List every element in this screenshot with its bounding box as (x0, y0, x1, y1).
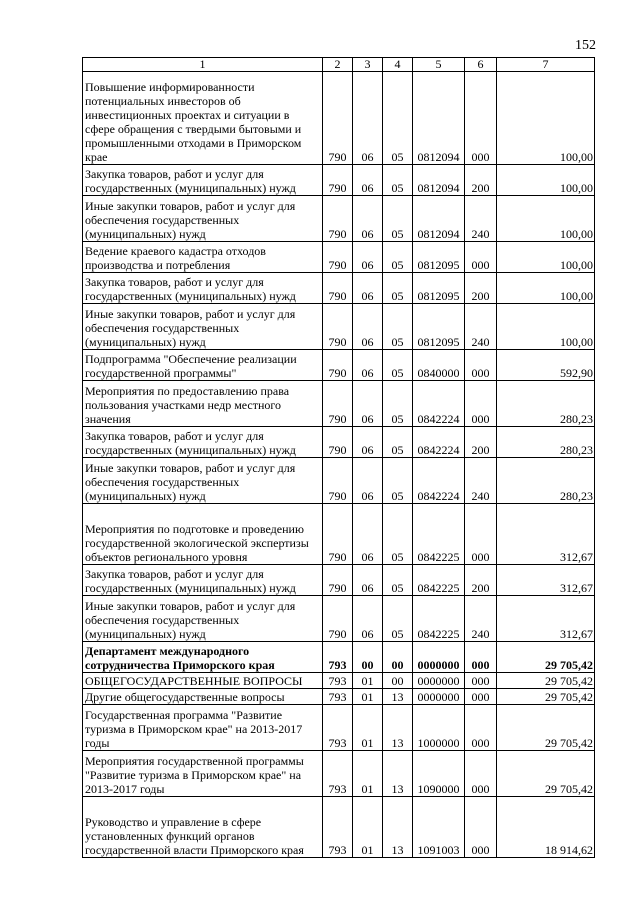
amount: 100,00 (497, 196, 595, 242)
amount: 100,00 (497, 165, 595, 196)
column-number: 3 (353, 58, 383, 72)
ministry-code: 790 (323, 242, 353, 273)
ministry-code: 790 (323, 504, 353, 565)
table-row (83, 751, 595, 797)
subsection-code: 05 (383, 381, 413, 427)
amount: 312,67 (497, 596, 595, 642)
section-code: 06 (353, 596, 383, 642)
amount: 100,00 (497, 304, 595, 350)
section-code: 06 (353, 458, 383, 504)
row-name: Иные закупки товаров, работ и услуг для обеспечения государственных (муниципальных) нужд (83, 196, 323, 242)
subsection-code: 05 (383, 350, 413, 381)
amount: 29 705,42 (497, 705, 595, 751)
expense-type-code: 000 (465, 381, 497, 427)
target-article-code: 0812095 (413, 304, 465, 350)
table-row (83, 165, 595, 196)
ministry-code: 790 (323, 165, 353, 196)
amount: 280,23 (497, 381, 595, 427)
target-article-code: 0812094 (413, 165, 465, 196)
section-code: 01 (353, 673, 383, 689)
section-code: 01 (353, 751, 383, 797)
ministry-code: 793 (323, 689, 353, 705)
amount: 100,00 (497, 72, 595, 165)
row-name: ОБЩЕГОСУДАРСТВЕННЫЕ ВОПРОСЫ (83, 673, 323, 689)
subsection-code: 05 (383, 165, 413, 196)
expense-type-code: 000 (465, 504, 497, 565)
table-row (83, 273, 595, 304)
ministry-code: 790 (323, 427, 353, 458)
subsection-code: 05 (383, 458, 413, 504)
subsection-code: 05 (383, 72, 413, 165)
section-code: 06 (353, 381, 383, 427)
section-code: 01 (353, 689, 383, 705)
amount: 29 705,42 (497, 642, 595, 673)
table-row (83, 304, 595, 350)
target-article-code: 0000000 (413, 673, 465, 689)
row-name: Иные закупки товаров, работ и услуг для обеспечения государственных (муниципальных) нужд (83, 304, 323, 350)
expense-type-code: 240 (465, 596, 497, 642)
expense-type-code: 240 (465, 196, 497, 242)
table-row (83, 689, 595, 705)
row-name: Мероприятия по предоставлению права пользования участками недр местного значения (83, 381, 323, 427)
expense-type-code: 000 (465, 673, 497, 689)
amount: 18 914,62 (497, 797, 595, 858)
amount: 312,67 (497, 504, 595, 565)
subsection-code: 13 (383, 705, 413, 751)
target-article-code: 0842225 (413, 596, 465, 642)
table-row (83, 673, 595, 689)
subsection-code: 13 (383, 751, 413, 797)
row-name: Мероприятия государственной программы "Развитие туризма в Приморском крае" на 2013-2017 годы (83, 751, 323, 797)
subsection-code: 00 (383, 673, 413, 689)
target-article-code: 0812094 (413, 72, 465, 165)
row-name: Иные закупки товаров, работ и услуг для обеспечения государственных (муниципальных) нужд (83, 596, 323, 642)
table-row (83, 458, 595, 504)
target-article-code: 0000000 (413, 642, 465, 673)
amount: 100,00 (497, 242, 595, 273)
subsection-code: 05 (383, 196, 413, 242)
row-name: Другие общегосударственные вопросы (83, 689, 323, 705)
target-article-code: 0812094 (413, 196, 465, 242)
ministry-code: 790 (323, 458, 353, 504)
section-code: 06 (353, 196, 383, 242)
expense-type-code: 000 (465, 72, 497, 165)
ministry-code: 793 (323, 673, 353, 689)
row-name: Закупка товаров, работ и услуг для государственных (муниципальных) нужд (83, 565, 323, 596)
section-code: 01 (353, 797, 383, 858)
row-name: Закупка товаров, работ и услуг для государственных (муниципальных) нужд (83, 165, 323, 196)
row-name: Ведение краевого кадастра отходов производства и потребления (83, 242, 323, 273)
amount: 280,23 (497, 427, 595, 458)
section-code: 01 (353, 705, 383, 751)
expense-type-code: 200 (465, 427, 497, 458)
ministry-code: 790 (323, 565, 353, 596)
target-article-code: 0842224 (413, 381, 465, 427)
ministry-code: 793 (323, 705, 353, 751)
table-row (83, 427, 595, 458)
section-code: 06 (353, 350, 383, 381)
amount: 312,67 (497, 565, 595, 596)
ministry-code: 790 (323, 381, 353, 427)
ministry-code: 790 (323, 596, 353, 642)
ministry-code: 793 (323, 797, 353, 858)
expense-type-code: 000 (465, 642, 497, 673)
ministry-code: 793 (323, 642, 353, 673)
row-name: Мероприятия по подготовке и проведению государственной экологической экспертизы объектов регионального уровня (83, 504, 323, 565)
table-row (83, 705, 595, 751)
ministry-code: 790 (323, 273, 353, 304)
ministry-code: 790 (323, 304, 353, 350)
column-number: 2 (323, 58, 353, 72)
page-number: 152 (575, 38, 596, 53)
subsection-code: 05 (383, 242, 413, 273)
section-code: 06 (353, 165, 383, 196)
expense-type-code: 000 (465, 705, 497, 751)
section-code: 06 (353, 72, 383, 165)
ministry-code: 790 (323, 350, 353, 381)
section-code: 06 (353, 304, 383, 350)
row-name: Подпрограмма "Обеспечение реализации государственной программы" (83, 350, 323, 381)
column-number-header (83, 58, 595, 72)
column-number: 6 (465, 58, 497, 72)
table-row (83, 242, 595, 273)
amount: 29 705,42 (497, 751, 595, 797)
subsection-code: 05 (383, 273, 413, 304)
amount: 280,23 (497, 458, 595, 504)
table-row (83, 596, 595, 642)
column-number: 7 (497, 58, 595, 72)
subsection-code: 13 (383, 797, 413, 858)
subsection-code: 05 (383, 565, 413, 596)
target-article-code: 0842224 (413, 458, 465, 504)
column-number: 1 (83, 58, 323, 72)
expense-type-code: 000 (465, 689, 497, 705)
amount: 29 705,42 (497, 673, 595, 689)
table-row (83, 196, 595, 242)
subsection-code: 05 (383, 596, 413, 642)
target-article-code: 0812095 (413, 273, 465, 304)
row-name: Закупка товаров, работ и услуг для государственных (муниципальных) нужд (83, 427, 323, 458)
target-article-code: 1000000 (413, 705, 465, 751)
table-row (83, 797, 595, 858)
table-row (83, 381, 595, 427)
row-name: Руководство и управление в сфере установленных функций органов государственной власти Приморского края (83, 797, 323, 858)
expense-type-code: 200 (465, 165, 497, 196)
ministry-code: 790 (323, 72, 353, 165)
target-article-code: 0840000 (413, 350, 465, 381)
subsection-code: 05 (383, 304, 413, 350)
expense-type-code: 240 (465, 304, 497, 350)
section-code: 06 (353, 427, 383, 458)
section-code: 00 (353, 642, 383, 673)
section-code: 06 (353, 565, 383, 596)
section-code: 06 (353, 504, 383, 565)
expense-type-code: 000 (465, 350, 497, 381)
row-name: Закупка товаров, работ и услуг для государственных (муниципальных) нужд (83, 273, 323, 304)
target-article-code: 0000000 (413, 689, 465, 705)
target-article-code: 1090000 (413, 751, 465, 797)
target-article-code: 0842225 (413, 504, 465, 565)
expense-type-code: 240 (465, 458, 497, 504)
table-row (83, 504, 595, 565)
target-article-code: 0812095 (413, 242, 465, 273)
budget-table (82, 57, 595, 858)
target-article-code: 1091003 (413, 797, 465, 858)
row-name: Государственная программа "Развитие туризма в Приморском крае" на 2013-2017 годы (83, 705, 323, 751)
ministry-code: 793 (323, 751, 353, 797)
row-name: Иные закупки товаров, работ и услуг для обеспечения государственных (муниципальных) нужд (83, 458, 323, 504)
section-code: 06 (353, 273, 383, 304)
expense-type-code: 000 (465, 242, 497, 273)
table-row (83, 565, 595, 596)
table-row (83, 350, 595, 381)
subsection-code: 13 (383, 689, 413, 705)
column-number: 4 (383, 58, 413, 72)
table-row-department (83, 642, 595, 673)
subsection-code: 05 (383, 427, 413, 458)
amount: 592,90 (497, 350, 595, 381)
section-code: 06 (353, 242, 383, 273)
row-name: Повышение информированности потенциальных инвесторов об инвестиционных проектах и ситуации в сфере обращения с твердыми бытовыми и промышленными отходами в Приморском крае (83, 72, 323, 165)
ministry-code: 790 (323, 196, 353, 242)
column-number: 5 (413, 58, 465, 72)
expense-type-code: 200 (465, 273, 497, 304)
expense-type-code: 000 (465, 797, 497, 858)
subsection-code: 00 (383, 642, 413, 673)
subsection-code: 05 (383, 504, 413, 565)
table-row (83, 72, 595, 165)
amount: 29 705,42 (497, 689, 595, 705)
target-article-code: 0842225 (413, 565, 465, 596)
row-name: Департамент международного сотрудничества Приморского края (83, 642, 323, 673)
expense-type-code: 000 (465, 751, 497, 797)
target-article-code: 0842224 (413, 427, 465, 458)
amount: 100,00 (497, 273, 595, 304)
expense-type-code: 200 (465, 565, 497, 596)
